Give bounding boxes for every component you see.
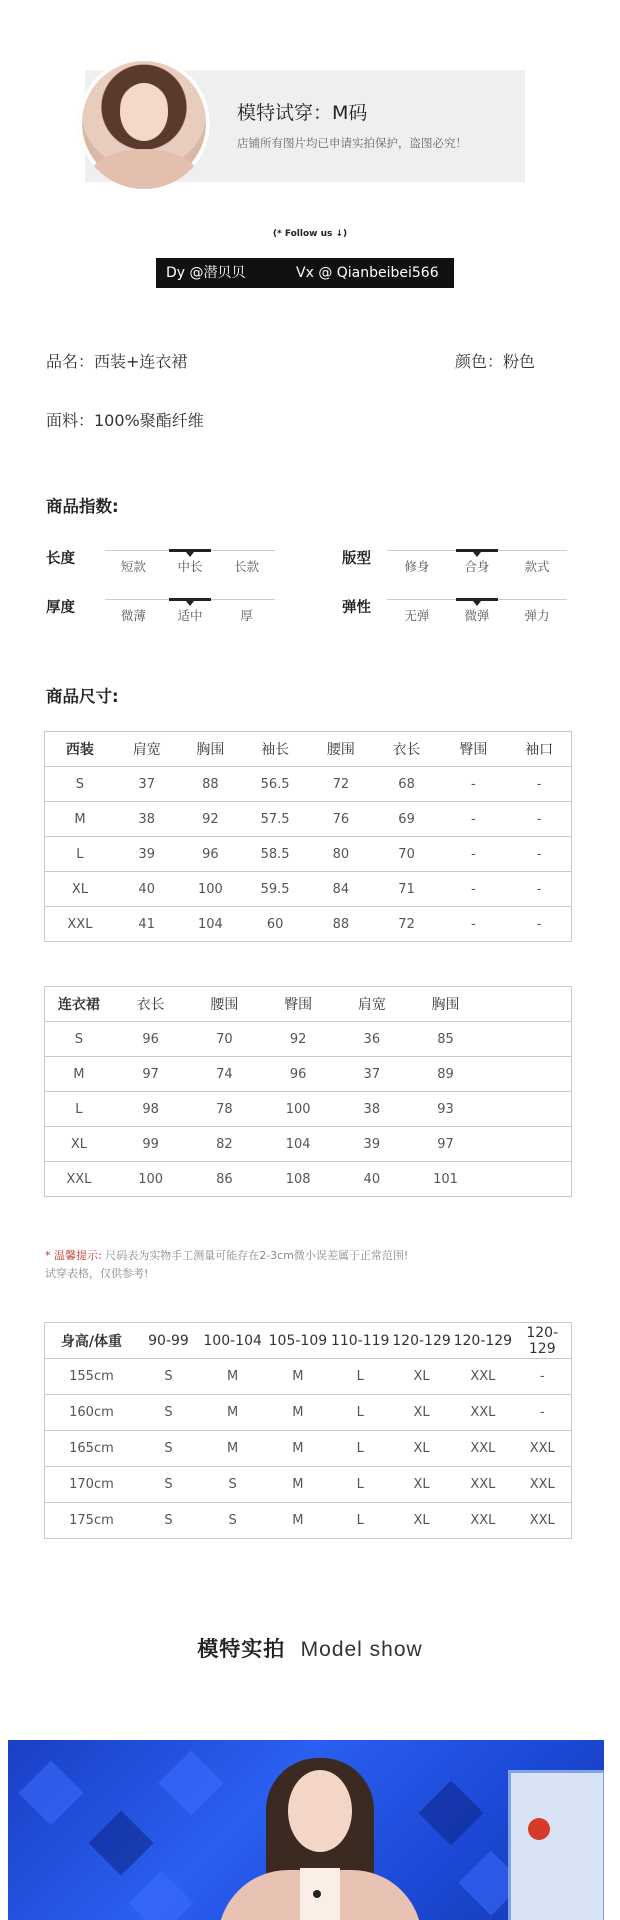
table-cell: 84 — [308, 872, 374, 907]
model-show-heading — [0, 1633, 620, 1663]
dress-size-table — [44, 986, 572, 1197]
table-cell — [527, 1057, 571, 1092]
table-cell: S — [199, 1503, 266, 1539]
table-cell: - — [507, 767, 571, 802]
table-header-cell: 衣长 — [374, 732, 440, 767]
table-header-cell: 110-119 — [330, 1323, 391, 1359]
table-cell — [527, 1092, 571, 1127]
table-cell: M — [199, 1359, 266, 1395]
index-option: 微弹 — [464, 608, 490, 623]
table-cell: 76 — [308, 802, 374, 837]
table-row — [45, 1467, 572, 1503]
index-option: 微薄 — [120, 608, 146, 623]
table-cell: 85 — [408, 1022, 484, 1057]
table-cell: 37 — [336, 1057, 408, 1092]
table-header-cell: 身高/体重 — [45, 1323, 138, 1359]
table-cell: 74 — [189, 1057, 261, 1092]
table-header-cell: 肩宽 — [336, 987, 408, 1022]
table-header-cell: 腰围 — [308, 732, 374, 767]
table-cell: 40 — [336, 1162, 408, 1197]
table-row — [45, 907, 572, 942]
index-label: 弹性 — [342, 600, 371, 616]
table-cell: XXL — [452, 1503, 513, 1539]
table-cell: - — [507, 837, 571, 872]
table-cell: M — [266, 1431, 329, 1467]
table-header-cell: 100-104 — [199, 1323, 266, 1359]
product-name: 品名：西装+连衣裙 — [46, 352, 188, 371]
table-cell: S — [45, 1022, 113, 1057]
table-cell: 92 — [179, 802, 243, 837]
microphone-icon — [313, 1890, 321, 1898]
table-cell: 175cm — [45, 1503, 138, 1539]
table-cell: L — [45, 837, 115, 872]
table-cell: S — [138, 1395, 199, 1431]
table-cell: XXL — [514, 1431, 572, 1467]
tip-line-1: 尺码表为实物手工测量可能存在2-3cm微小误差属于正常范围! — [101, 1249, 409, 1262]
index-pointer-icon — [186, 552, 194, 557]
table-cell: - — [514, 1395, 572, 1431]
table-header-cell: 120-129 — [452, 1323, 513, 1359]
table-cell: 104 — [260, 1127, 336, 1162]
table-cell: 68 — [374, 767, 440, 802]
table-cell: S — [138, 1359, 199, 1395]
table-header-cell: 腰围 — [189, 987, 261, 1022]
table-cell — [527, 1127, 571, 1162]
table-cell: L — [330, 1359, 391, 1395]
table-cell: 72 — [374, 907, 440, 942]
table-cell: - — [514, 1359, 572, 1395]
table-cell: XXL — [452, 1431, 513, 1467]
table-cell — [483, 1092, 527, 1127]
size-heading: 商品尺寸: — [46, 687, 119, 706]
table-cell: - — [439, 872, 507, 907]
table-header-cell: 臀围 — [260, 987, 336, 1022]
table-cell: S — [199, 1467, 266, 1503]
table-cell: XL — [45, 1127, 113, 1162]
index-option: 短款 — [120, 559, 146, 574]
table-cell: 41 — [115, 907, 179, 942]
table-cell: XXL — [45, 1162, 113, 1197]
table-cell: S — [45, 767, 115, 802]
table-header-cell: 胸围 — [408, 987, 484, 1022]
table-cell: - — [507, 872, 571, 907]
table-cell: XL — [391, 1467, 452, 1503]
index-label: 长度 — [46, 551, 75, 567]
table-cell: 100 — [113, 1162, 189, 1197]
fit-recommend-table — [44, 1322, 572, 1539]
table-header-cell — [527, 987, 571, 1022]
table-cell: - — [507, 802, 571, 837]
index-pointer-icon — [473, 601, 481, 606]
index-option: 弹力 — [524, 608, 550, 623]
table-cell: 78 — [189, 1092, 261, 1127]
table-cell — [483, 1162, 527, 1197]
table-cell: 38 — [336, 1092, 408, 1127]
table-cell: 97 — [408, 1127, 484, 1162]
tip-line-2: 试穿表格，仅供参考! — [45, 1267, 149, 1280]
table-cell: 99 — [113, 1127, 189, 1162]
model-avatar — [78, 57, 210, 189]
table-cell: 88 — [179, 767, 243, 802]
table-cell: 38 — [115, 802, 179, 837]
table-row — [45, 1057, 572, 1092]
table-header-cell: 90-99 — [138, 1323, 199, 1359]
table-header-cell: 肩宽 — [115, 732, 179, 767]
table-cell: XXL — [452, 1395, 513, 1431]
table-cell: L — [330, 1503, 391, 1539]
table-cell — [527, 1162, 571, 1197]
table-cell: M — [266, 1503, 329, 1539]
table-cell — [483, 1127, 527, 1162]
table-row — [45, 1127, 572, 1162]
index-option: 合身 — [464, 559, 490, 574]
table-cell: XXL — [514, 1467, 572, 1503]
table-cell: 100 — [179, 872, 243, 907]
table-cell: L — [330, 1431, 391, 1467]
table-row — [45, 767, 572, 802]
follow-label: (* Follow us ↓) — [272, 229, 348, 239]
table-cell: XXL — [514, 1503, 572, 1539]
table-cell: 70 — [189, 1022, 261, 1057]
table-row — [45, 1092, 572, 1127]
table-cell — [483, 1022, 527, 1057]
product-color: 颜色：粉色 — [455, 352, 536, 371]
table-cell: - — [439, 802, 507, 837]
table-row — [45, 1503, 572, 1539]
table-cell: S — [138, 1431, 199, 1467]
size-tip — [45, 1247, 585, 1283]
model-show-cn: 模特实拍 — [197, 1637, 286, 1661]
table-header-cell: 袖口 — [507, 732, 571, 767]
index-pointer-icon — [186, 601, 194, 606]
table-row — [45, 837, 572, 872]
table-cell: 108 — [260, 1162, 336, 1197]
index-label: 厚度 — [46, 600, 75, 616]
table-cell: 165cm — [45, 1431, 138, 1467]
table-cell: XL — [45, 872, 115, 907]
table-cell: 93 — [408, 1092, 484, 1127]
table-cell — [483, 1057, 527, 1092]
table-cell: XXL — [45, 907, 115, 942]
table-cell: M — [266, 1395, 329, 1431]
table-row — [45, 1022, 572, 1057]
table-cell: 92 — [260, 1022, 336, 1057]
table-row — [45, 802, 572, 837]
table-header-cell: 衣长 — [113, 987, 189, 1022]
table-cell: 37 — [115, 767, 179, 802]
table-cell: 86 — [189, 1162, 261, 1197]
table-header-cell: 105-109 — [266, 1323, 329, 1359]
table-header-cell: 西装 — [45, 732, 115, 767]
index-option: 厚 — [240, 608, 253, 623]
table-cell: - — [507, 907, 571, 942]
wechat-handle: Vx @ Qianbeibei566 — [296, 265, 439, 281]
table-cell: M — [266, 1359, 329, 1395]
table-cell: 60 — [242, 907, 308, 942]
table-cell: L — [330, 1395, 391, 1431]
table-cell: 88 — [308, 907, 374, 942]
table-cell: M — [266, 1467, 329, 1503]
model-show-en: Model show — [300, 1638, 423, 1661]
index-option: 修身 — [404, 559, 430, 574]
index-label: 版型 — [342, 551, 371, 567]
table-header-cell: 连衣裙 — [45, 987, 113, 1022]
tip-label: * 温馨提示: — [45, 1249, 102, 1262]
index-option: 款式 — [524, 559, 550, 574]
table-cell: XL — [391, 1395, 452, 1431]
table-cell: 57.5 — [242, 802, 308, 837]
table-cell: 96 — [113, 1022, 189, 1057]
table-cell: - — [439, 907, 507, 942]
table-header-cell: 臀围 — [439, 732, 507, 767]
index-option: 长款 — [234, 559, 260, 574]
table-cell: L — [45, 1092, 113, 1127]
table-cell: 56.5 — [242, 767, 308, 802]
table-cell: 170cm — [45, 1467, 138, 1503]
table-cell: 39 — [336, 1127, 408, 1162]
model-photo — [8, 1740, 604, 1920]
table-cell: 59.5 — [242, 872, 308, 907]
table-cell: 101 — [408, 1162, 484, 1197]
table-row — [45, 1431, 572, 1467]
table-cell: S — [138, 1467, 199, 1503]
table-cell: 89 — [408, 1057, 484, 1092]
table-cell: XL — [391, 1359, 452, 1395]
table-cell: 80 — [308, 837, 374, 872]
table-cell: XXL — [452, 1359, 513, 1395]
table-cell: 71 — [374, 872, 440, 907]
table-cell: M — [45, 1057, 113, 1092]
model-note: 店铺所有图片均已申请实拍保护，盗图必究！ — [237, 136, 467, 150]
table-header-cell: 胸围 — [179, 732, 243, 767]
table-header-cell: 袖长 — [242, 732, 308, 767]
index-heading: 商品指数: — [46, 497, 119, 516]
table-cell: S — [138, 1503, 199, 1539]
table-cell: 70 — [374, 837, 440, 872]
table-row — [45, 1162, 572, 1197]
table-cell: 160cm — [45, 1395, 138, 1431]
table-cell: 40 — [115, 872, 179, 907]
table-row — [45, 1395, 572, 1431]
table-cell: 82 — [189, 1127, 261, 1162]
table-cell: XL — [391, 1503, 452, 1539]
index-pointer-icon — [473, 552, 481, 557]
table-cell: - — [439, 767, 507, 802]
table-cell: 58.5 — [242, 837, 308, 872]
index-option: 无弹 — [404, 608, 430, 623]
social-banner — [156, 258, 454, 288]
table-row — [45, 1359, 572, 1395]
table-cell: 69 — [374, 802, 440, 837]
douyin-handle: Dy @潜贝贝 — [166, 265, 246, 281]
table-cell: M — [199, 1395, 266, 1431]
table-header-cell: 120-129 — [514, 1323, 572, 1359]
table-cell: 98 — [113, 1092, 189, 1127]
table-cell: 72 — [308, 767, 374, 802]
product-fabric: 面料：100%聚酯纤维 — [46, 411, 204, 430]
table-cell: 96 — [179, 837, 243, 872]
table-header-cell — [483, 987, 527, 1022]
table-cell: M — [199, 1431, 266, 1467]
table-cell: 36 — [336, 1022, 408, 1057]
table-cell: XXL — [452, 1467, 513, 1503]
table-cell: XL — [391, 1431, 452, 1467]
table-cell: 104 — [179, 907, 243, 942]
model-title: 模特试穿：M码 — [237, 102, 368, 124]
table-cell: 155cm — [45, 1359, 138, 1395]
index-option: 中长 — [177, 559, 203, 574]
table-cell: 97 — [113, 1057, 189, 1092]
table-header-cell: 120-129 — [391, 1323, 452, 1359]
table-cell: L — [330, 1467, 391, 1503]
table-cell: M — [45, 802, 115, 837]
index-option: 适中 — [177, 608, 203, 623]
table-cell: - — [439, 837, 507, 872]
table-cell: 96 — [260, 1057, 336, 1092]
table-row — [45, 872, 572, 907]
table-cell: 39 — [115, 837, 179, 872]
suit-size-table — [44, 731, 572, 942]
table-cell — [527, 1022, 571, 1057]
table-cell: 100 — [260, 1092, 336, 1127]
